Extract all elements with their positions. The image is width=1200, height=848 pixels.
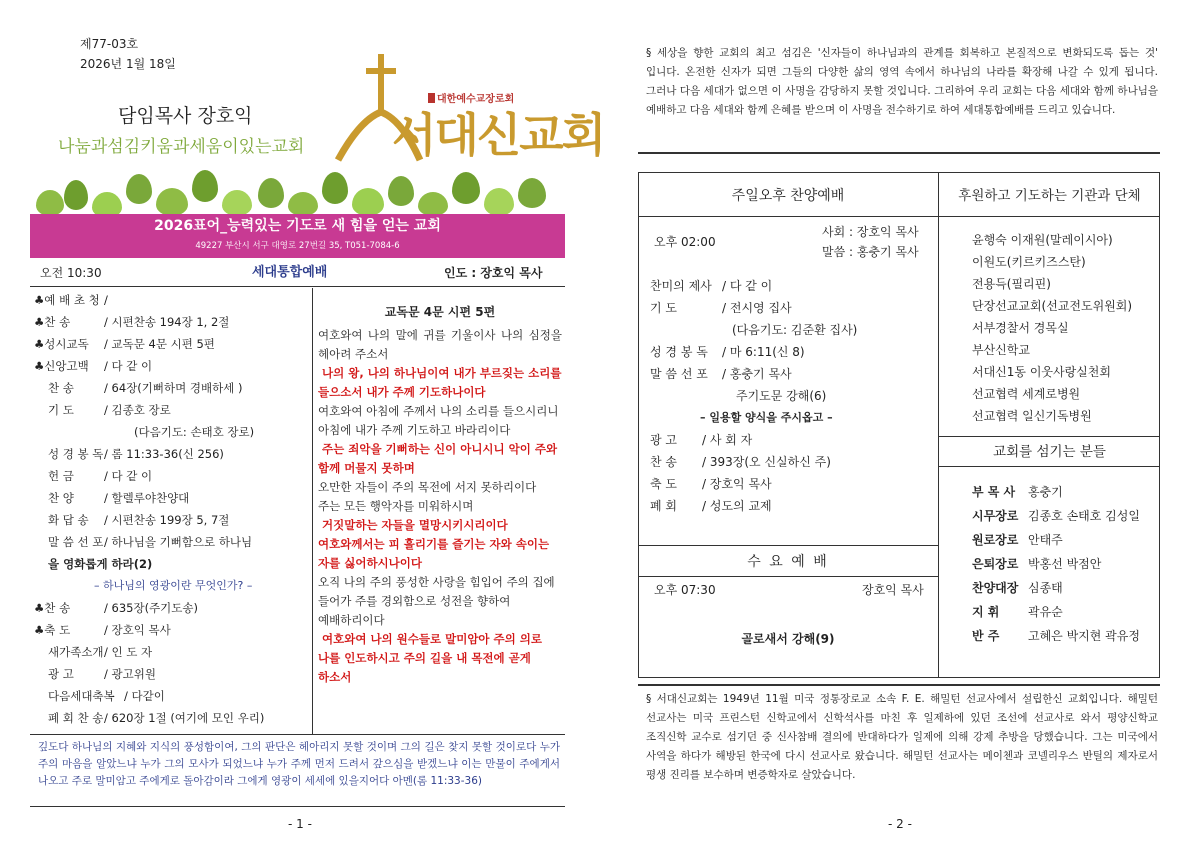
pastor-name: 담임목사 장호익: [118, 105, 253, 127]
afternoon-title: 주일오후 찬양예배: [731, 188, 845, 204]
order-row: (다음기도: 손태호 장로): [134, 425, 255, 439]
sermon-subtitle: – 하나님의 영광이란 무엇인가? –: [94, 579, 253, 592]
afternoon-preacher: 말씀 : 홍충기 목사: [822, 245, 919, 259]
order-row: 찬 송 / 64장(기뻐하며 경배하세 ): [48, 381, 243, 395]
divider: [939, 466, 1160, 467]
servants-title: 교회를 섬기는 분들: [993, 444, 1106, 460]
order-row: 주기도문 강해(6): [736, 389, 827, 403]
list-item: 이원도(키르키즈스탄): [972, 255, 1086, 269]
divider: [638, 545, 938, 546]
church-motto: 나눔과섬김키움과세움이있는교회: [58, 137, 305, 157]
order-row: 말 씀 선 포 / 하나님을 기뻐함으로 하나님: [48, 535, 253, 549]
supporters-title: 후원하고 기도하는 기관과 단체: [958, 188, 1141, 204]
wednesday-preacher: 장호익 목사: [862, 583, 924, 597]
order-row: (다음기도: 김준환 집사): [732, 323, 858, 337]
order-row: ♣축 도 / 장호익 목사: [34, 623, 171, 637]
page-number: - 2 -: [888, 817, 912, 831]
leaves-decoration: [30, 162, 565, 218]
divider: [638, 576, 938, 577]
order-row: 화 답 송 / 시편찬송 199장 5, 7절: [48, 513, 230, 527]
reading-people: 주는 죄악을 기뻐하는 신이 아니시니 악이 주와 함께 머물지 못하며: [318, 442, 558, 475]
church-address: 49227 부산시 서구 대영로 27번길 35, T051-7084-6: [195, 241, 400, 251]
order-row: ♣예 배 초 청 /: [34, 293, 108, 307]
divider: [939, 436, 1160, 437]
divider: [30, 286, 565, 287]
list-item: 선교협력 일신기독병원: [972, 409, 1092, 423]
page-2: [600, 0, 1200, 848]
service-title: 세대통합예배: [252, 265, 328, 280]
divider: [30, 734, 565, 735]
issue-date: 2026년 1월 18일: [80, 57, 176, 71]
list-item: 윤행숙 이재원(말레이시아): [972, 233, 1113, 247]
list-item: 전용득(필리핀): [972, 277, 1051, 291]
service-time: 오전 10:30: [40, 266, 102, 280]
motto-banner: [30, 214, 565, 258]
order-row: 폐 회 / 성도의 교제: [650, 499, 772, 513]
service-leader: 인도 : 장호익 목사: [444, 266, 543, 280]
denomination: 대한예수교장로회: [437, 94, 515, 105]
servant-row: 찬양대장 심종태: [972, 581, 1063, 595]
reading-people: 나의 왕, 나의 하나님이여 내가 부르짖는 소리를 들으소서 내가 주께 기도하나이다: [318, 366, 562, 399]
order-row: 말 씀 선 포 / 홍충기 목사: [650, 367, 792, 381]
divider: [638, 152, 1160, 154]
order-row: 찬 양 / 할렐루야찬양대: [48, 491, 190, 505]
wednesday-time: 오후 07:30: [654, 583, 716, 597]
order-row: 광 고 / 광고위원: [48, 667, 156, 681]
afternoon-time: 오후 02:00: [654, 235, 716, 249]
list-item: 선교협력 세계로병원: [972, 387, 1081, 401]
list-item: 부산신학교: [972, 343, 1030, 357]
church-name: 서대신교회: [392, 108, 605, 162]
footer-verse: 깊도다 하나님의 지혜와 지식의 풍성함이여, 그의 판단은 헤아리지 못할 것이며 그의 길은 찾지 못할 것이로다 누가 주의 마음을 알았느냐 누가 그의 모사가 되었느냐 누가 주께 먼저 드려서 갚으심을 받겠느냐 이는 만물이 주에게서 나오고 주로 말미암고 주에게로 돌아감이라 그에게 영광이 세세에 있을지어다 아멘(롬 11:33-36): [38, 741, 560, 787]
reading-leader: 오만한 자들이 주의 목전에 서지 못하리이다 주는 모든 행악자를 미워하시며: [318, 480, 537, 513]
order-row: 새가족소개 / 인 도 자: [48, 645, 153, 659]
order-row: 축 도 / 장호익 목사: [650, 477, 772, 491]
column-divider: [938, 172, 939, 678]
reading-leader: 오직 나의 주의 풍성한 사랑을 힘입어 주의 집에 들어가 주를 경외함으로 성전을 향하여 예배하리이다: [318, 575, 555, 627]
church-history: § 서대신교회는 1949년 11월 미국 정통장로교 소속 F. E. 해밀턴 선교사에서 설립한신 교회입니다. 해밀턴 선교사는 미국 프린스턴 신학교에서 신학석사를 마친 후 일제하에 있던 조선에 선교사로 와서 평양신학교 조직신학 교수로 섬기던 중 신사참배 결의에 반대하다가 일제에 의해 강제 추방을 당했습니다. 그는 미국에서 사역을 하다가 해방된 한국에 다시 선교사로 왔습니다. 해밀턴 선교사는 메이첸과 코넬리우스 반틸의 제자로서 평생 진리를 보수하며 변증학자로 살았습니다.: [646, 693, 1158, 781]
reading-leader: 여호와여 나의 말에 귀를 기울이사 나의 심정을 헤아려 주소서: [318, 328, 562, 361]
order-row: 다음세대축복 / 다같이: [48, 689, 165, 703]
banner-title: 2026표어_능력있는 기도로 새 힘을 얻는 교회: [154, 218, 441, 234]
page-number: - 1 -: [288, 817, 312, 831]
wednesday-sermon: 골로새서 강해(9): [741, 632, 835, 646]
divider: [939, 216, 1160, 217]
order-row: 광 고 / 사 회 자: [650, 433, 753, 447]
column-divider: [312, 288, 313, 734]
order-row: 성 경 봉 독 / 롬 11:33-36(신 256): [48, 447, 224, 461]
wednesday-title: 수 요 예 배: [747, 554, 829, 570]
servant-row: 반 주 고혜은 박지현 곽유정: [972, 629, 1140, 643]
order-row: 폐 회 찬 송 / 620장 1절 (여기에 모인 우리): [48, 711, 265, 725]
order-row: 기 도 / 김종호 장로: [48, 403, 171, 417]
list-item: 서부경찰서 경목실: [972, 321, 1069, 335]
order-row: 기 도 / 전시영 집사: [650, 301, 792, 315]
servant-row: 부 목 사 홍충기: [972, 485, 1063, 499]
order-row: ♣찬 송 / 635장(주기도송): [34, 601, 198, 615]
divider: [638, 684, 1160, 686]
servant-row: 지 휘 곽유순: [972, 605, 1063, 619]
afternoon-host: 사회 : 장호익 목사: [822, 225, 919, 239]
order-row: ♣찬 송 / 시편찬송 194장 1, 2절: [34, 315, 230, 329]
reading-people: 여호와여 나의 원수들로 말미암아 주의 의로 나를 인도하시고 주의 길을 내 목전에 곧게 하소서: [318, 632, 542, 684]
responsive-title: 교독문 4문 시편 5편: [384, 305, 496, 319]
divider: [30, 806, 565, 807]
order-row: 성 경 봉 독 / 마 6:11(신 8): [650, 345, 805, 359]
order-row: ♣성시교독 / 교독문 4문 시편 5편: [34, 337, 215, 351]
servant-row: 은퇴장로 박홍선 박점안: [972, 557, 1102, 571]
order-row: 헌 금 / 다 같 이: [48, 469, 153, 483]
reading-people: 거짓말하는 자들을 멸망시키시리이다 여호와께서는 피 흘리기를 즐기는 자와 속이는 자를 싫어하시나이다: [318, 518, 550, 570]
reading-leader: 여호와여 아침에 주께서 나의 소리를 들으시리니 아침에 내가 주께 기도하고 바라리이다: [318, 404, 559, 437]
servant-row: 시무장로 김종호 손태호 김성일: [972, 509, 1140, 523]
list-item: 서대신1동 이웃사랑실천회: [972, 365, 1111, 379]
list-item: 단장선교교회(선교전도위원회): [972, 299, 1133, 313]
issue-number: 제77-03호: [80, 37, 139, 51]
order-row: 찬미의 제사 / 다 같 이: [650, 279, 773, 293]
order-row: 을 영화롭게 하라(2): [48, 557, 153, 571]
sermon-subtitle: – 일용할 양식을 주시옵고 –: [700, 411, 833, 424]
divider: [638, 216, 938, 217]
denomination-icon: [428, 93, 435, 103]
order-row: ♣신앙고백 / 다 같 이: [34, 359, 153, 373]
intro-paragraph: § 세상을 향한 교회의 최고 섬김은 '신자들이 하나님과의 관계를 회복하고 본질적으로 변화되도록 돕는 것' 입니다. 온전한 신자가 되면 그들의 다양한 삶의 영역 속에서 하나님의 나라를 확장해 나갈 수 있게 됩니다. 그러나 다음 세대가 없으면 이 사명을 감당하지 못할 것입니다. 그리하여 우리 교회는 다음 세대와 함께 하나님을 예배하고 다음 세대와 함께 은혜를 받으며 이 사명을 전수하기로 하여 세대통합예배를 드리고 있습니다.: [646, 47, 1158, 116]
responsive-reading: [318, 326, 562, 687]
order-row: 찬 송 / 393장(오 신실하신 주): [650, 455, 831, 469]
servant-row: 원로장로 안태주: [972, 533, 1063, 547]
